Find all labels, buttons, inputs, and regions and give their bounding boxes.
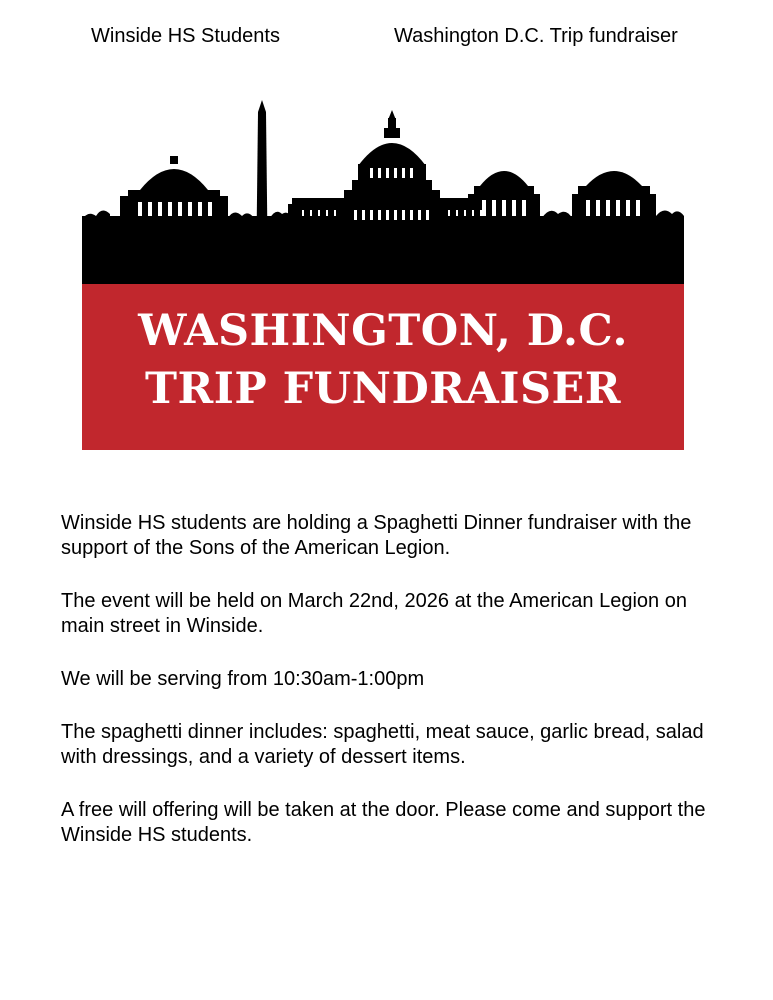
header-right: Washington D.C. Trip fundraiser	[394, 25, 678, 47]
paragraph-intro: Winside HS students are holding a Spaghetti Dinner fundraiser with the support of the Sons of the American Legion.	[61, 512, 692, 559]
paragraph-serving-time: We will be serving from 10:30am-1:00pm	[61, 668, 425, 690]
dc-skyline-icon	[82, 98, 684, 284]
banner-title-box	[82, 284, 684, 450]
paragraph-event-date: The event will be held on March 22nd, 2026 at the American Legion on main street in Winside.	[61, 590, 687, 637]
banner-title-line-2: TRIP FUNDRAISER	[144, 364, 622, 414]
paragraph-offering: A free will offering will be taken at the door. Please come and support the Winside HS students.	[61, 799, 706, 846]
fundraiser-banner	[82, 98, 684, 452]
header-left: Winside HS Students	[91, 25, 280, 47]
banner-title-line-1: WASHINGTON, D.C.	[138, 306, 628, 356]
paragraph-menu: The spaghetti dinner includes: spaghetti, meat sauce, garlic bread, salad with dressings, and a variety of dessert items.	[61, 721, 704, 768]
flyer-body	[61, 511, 721, 876]
